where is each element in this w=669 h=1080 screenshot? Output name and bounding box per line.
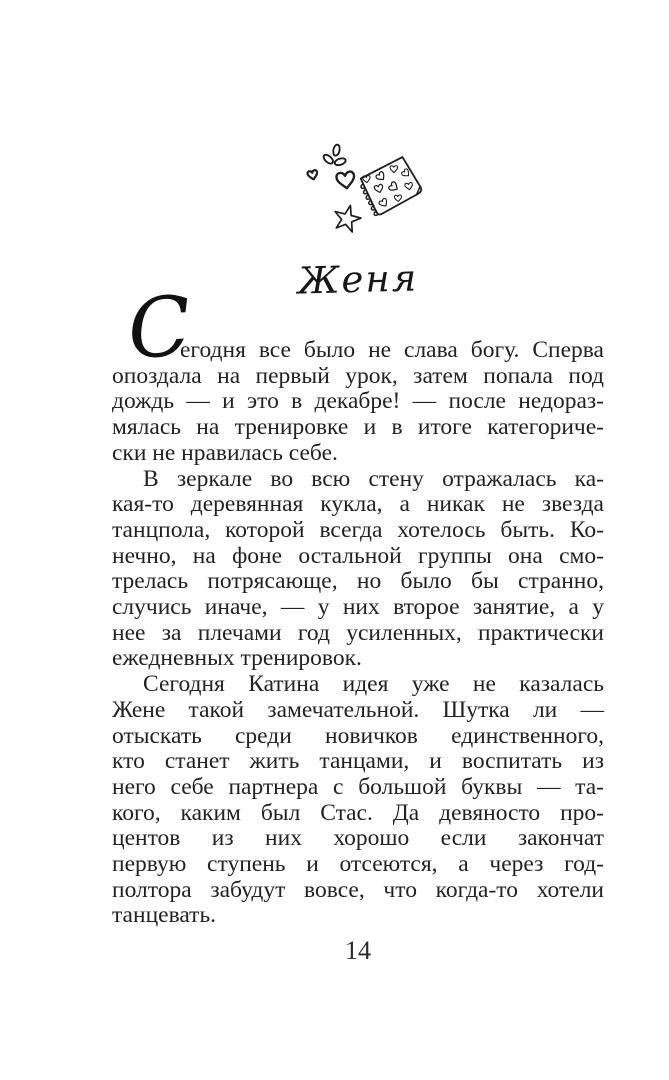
text-line: опоздала на первый урок, затем попала под [112,362,604,389]
text-line: нее за плечами год усиленных, практически [112,619,604,646]
text-line: кая-то деревянная кукла, а никак не звезда [112,491,604,518]
text-line: кто станет жить танцами, и воспитать из [112,748,604,775]
text-line: нечно, на фоне остальной группы она смо- [112,542,604,569]
text-line: Сегодня Катина идея уже не казалась [143,671,604,698]
text-line: В зеркале во всю стену отражалась ка- [143,465,604,492]
small-heart-icon [307,170,318,181]
page-number: 14 [345,936,371,965]
drop-cap: С [124,278,194,379]
text-line: отыскать среди новичков единственного, [112,722,604,749]
chapter-title: Женя [297,256,419,303]
text-line: полтора забудут вовсе, что когда-то хотели [112,876,604,903]
text-block [112,338,604,929]
text-line: танцпола, которой всегда хотелось быть. Ко- [112,516,604,543]
notebook-icon [357,155,424,217]
text-line: случись иначе, — у них второе занятие, а у [112,594,604,621]
text-line: мялась на тренировке и в итоге категориче- [112,414,604,441]
text-line: кого, каким был Стас. Да девяносто про- [112,799,604,826]
text-line: центов из них хорошо если закончат [112,825,604,852]
text-line: Жене такой замечательной. Шутка ли — [112,696,604,723]
text-line: егодня все было не слава богу. Сперва [180,337,604,363]
text-line: ски не нравилась себе. [112,439,338,466]
text-line: трелась потрясающе, но было бы странно, [112,568,604,595]
text-line: него себе партнера с большой буквы — та- [112,773,604,800]
star-icon [331,202,363,233]
doodles-svg [298,138,438,243]
text-line: ежедневных тренировок. [112,645,362,672]
text-line: танцевать. [112,902,217,929]
text-line: первую ступень и отсеются, а через год- [112,851,604,878]
flower-icon [321,142,350,168]
text-line: дождь — и это в декабре! — после недораз- [112,388,604,415]
doodle-cluster [298,138,438,248]
heart-icon [336,171,356,189]
